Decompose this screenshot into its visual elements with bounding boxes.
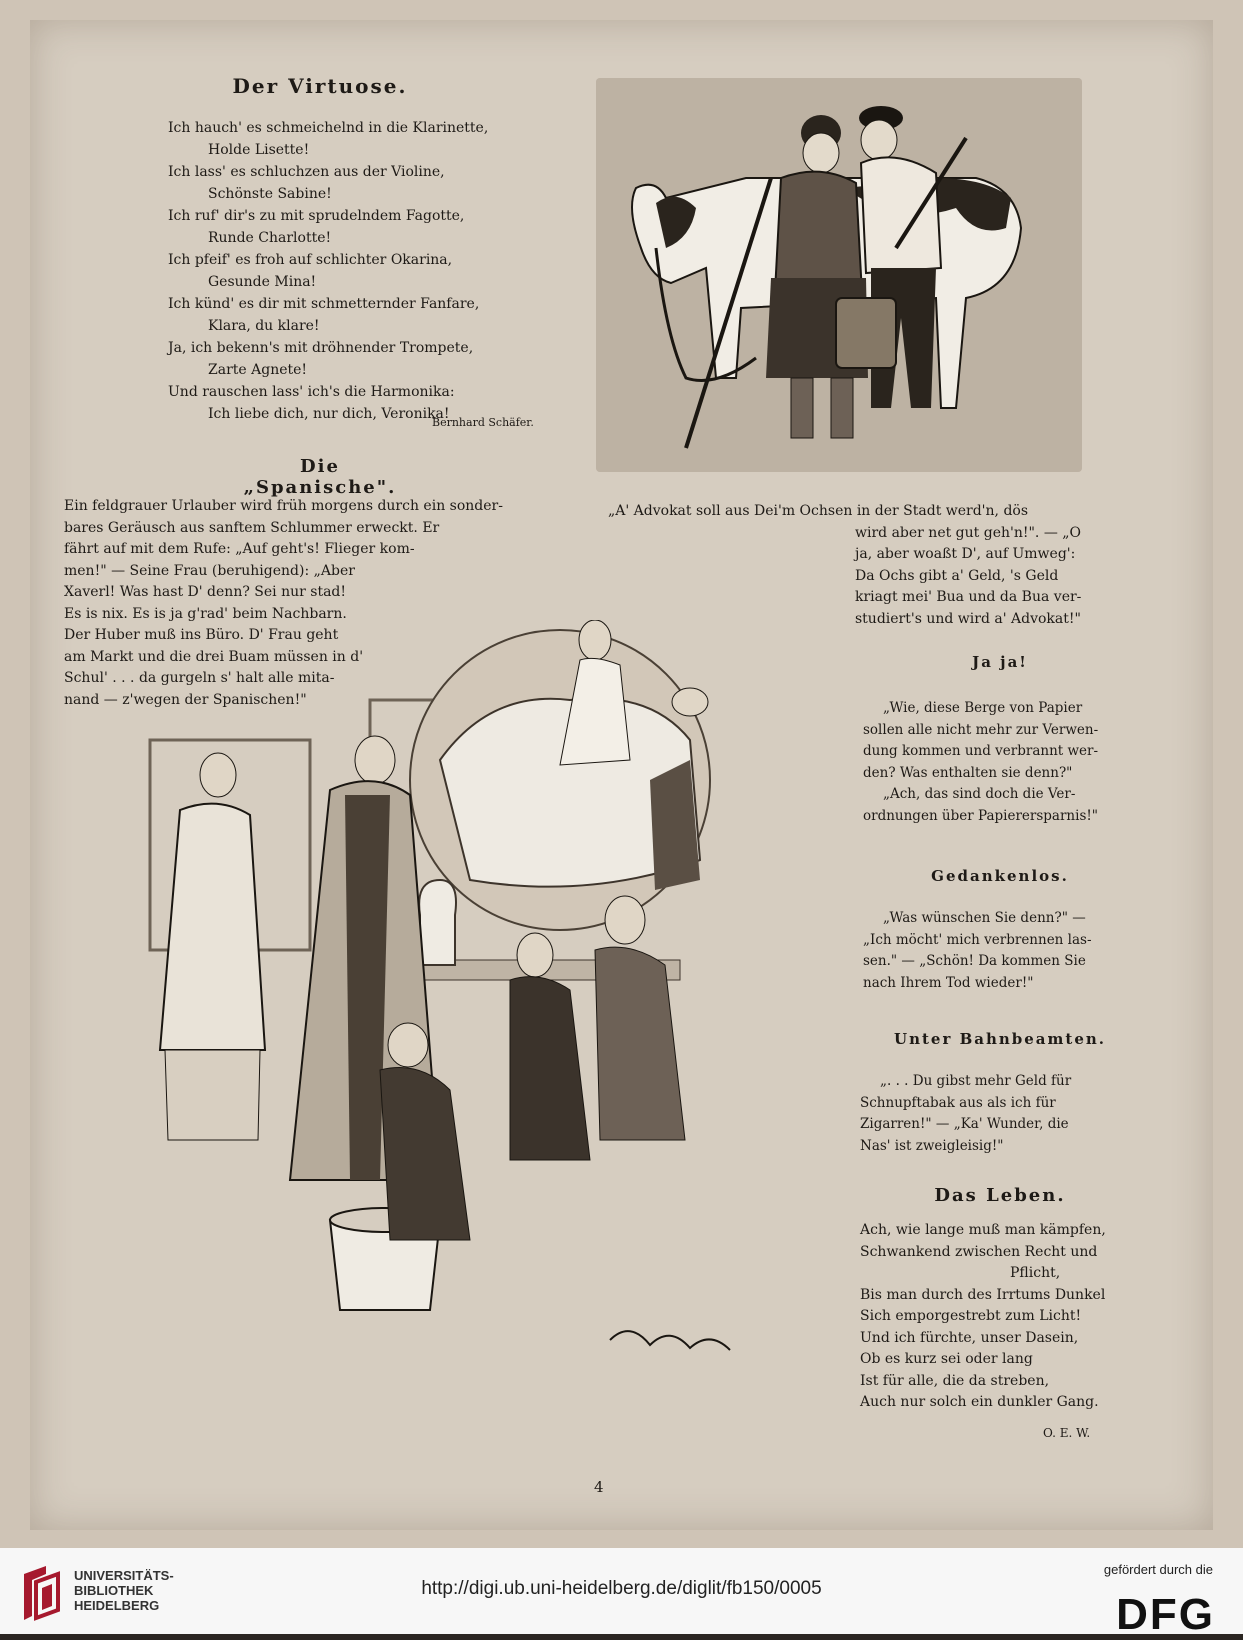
poem1-line: Und rauschen lass' ich's die Harmonika:	[168, 384, 455, 400]
caption_cow-line: Da Ochs gibt a' Geld, 's Geld	[855, 567, 1059, 584]
leben-line: Ob es kurz sei oder lang	[860, 1351, 1033, 1367]
jaja-title: Ja ja!	[972, 653, 1028, 671]
source-url[interactable]: http://digi.ub.uni-heidelberg.de/diglit/fb150/0005	[421, 1578, 822, 1599]
caption_cow-line: ja, aber woaßt D', auf Umweg':	[855, 546, 1076, 562]
poem1-line: Ja, ich bekenn's mit dröhnender Trompete,	[168, 340, 474, 356]
caption_cow-line: kriagt mei' Bua und da Bua ver-	[855, 589, 1082, 605]
poem1-line: Schönste Sabine!	[208, 186, 332, 202]
story1-line: am Markt und die drei Buam müssen in d'	[64, 648, 364, 665]
leben-line: Bis man durch des Irrtums Dunkel	[860, 1286, 1106, 1303]
gargling-illustration	[90, 620, 750, 1410]
poem1-line: Ich hauch' es schmeichelnd in die Klarinette,	[168, 120, 489, 136]
poem1-line: Runde Charlotte!	[208, 230, 332, 246]
poem-author: Bernhard Schäfer.	[432, 416, 534, 429]
story1-line: nand — z'wegen der Spanischen!"	[64, 691, 307, 708]
story1-line: men!" — Seine Frau (beruhigend): „Aber	[64, 562, 355, 579]
story1-line: Es is nix. Es is ja g'rad' beim Nachbarn.	[64, 605, 347, 622]
gedankenlos-line: nach Ihrem Tod wieder!"	[863, 974, 1034, 991]
footer-bar	[0, 1548, 1243, 1639]
poem1-line: Holde Lisette!	[208, 142, 310, 158]
gedankenlos-line: sen." — „Schön! Da kommen Sie	[863, 953, 1086, 969]
poem1-line: Ich künd' es dir mit schmetternder Fanfare,	[168, 296, 480, 312]
story1-line: Der Huber muß ins Büro. D' Frau geht	[64, 627, 339, 643]
leben-author: O. E. W.	[1043, 1426, 1091, 1440]
bahnbeamten-line: Nas' ist zweigleisig!"	[860, 1137, 1004, 1154]
leben-line: Schwankend zwischen Recht und	[860, 1243, 1098, 1260]
leben-line: Sich emporgestrebt zum Licht!	[860, 1308, 1082, 1324]
jaja-line: „Ach, das sind doch die Ver-	[883, 786, 1076, 802]
leben-title: Das Leben.	[934, 1185, 1066, 1206]
jaja-line: den? Was enthalten sie denn?"	[863, 764, 1073, 781]
poem1-line: Ich lass' es schluchzen aus der Violine,	[168, 164, 445, 180]
leben-line: Ist für alle, die da streben,	[860, 1372, 1050, 1389]
story1-line: Xaverl! Was hast D' denn? Sei nur stad!	[64, 584, 347, 600]
story1-line: Schul' . . . da gurgeln s' halt alle mita-	[64, 670, 335, 686]
caption_cow-line: studiert's und wird a' Advokat!"	[855, 610, 1081, 627]
poem1-line: Gesunde Mina!	[208, 274, 317, 290]
story1-line: Ein feldgrauer Urlauber wird früh morgens durch ein sonder-	[64, 498, 503, 514]
poem1-line: Ich ruf' dir's zu mit sprudelndem Fagotte,	[168, 208, 465, 224]
jaja-line: „Wie, diese Berge von Papier	[883, 700, 1083, 716]
dfg-logo: DFG	[1116, 1590, 1215, 1639]
caption_cow-line: wird aber net gut geh'n!". — „O	[855, 524, 1082, 541]
jaja-line: sollen alle nicht mehr zur Verwen-	[863, 721, 1099, 738]
funding-text: gefördert durch die	[1103, 1562, 1213, 1577]
page-number: 4	[594, 1478, 604, 1496]
poem-title: Der Virtuose.	[232, 74, 408, 98]
bahnbeamten-title: Unter Bahnbeamten.	[893, 1030, 1106, 1048]
story-title: Die „Spanische".	[243, 456, 397, 498]
leben-line: Ach, wie lange muß man kämpfen,	[860, 1222, 1106, 1238]
jaja-line: dung kommen und verbrannt wer-	[863, 743, 1099, 759]
gedankenlos-line: „Ich möcht' mich verbrennen las-	[863, 931, 1092, 948]
gedankenlos-line: „Was wünschen Sie denn?" —	[883, 910, 1086, 926]
caption_cow-line: „A' Advokat soll aus Dei'm Ochsen in der Stadt werd'n, dös	[608, 503, 1029, 519]
gedankenlos-title: Gedankenlos.	[931, 867, 1069, 885]
cow-illustration	[596, 78, 1082, 472]
poem1-line: Zarte Agnete!	[208, 362, 308, 378]
leben-line: Und ich fürchte, unser Dasein,	[860, 1329, 1079, 1346]
story1-line: bares Geräusch aus sanftem Schlummer erweckt. Er	[64, 519, 440, 536]
bahnbeamten-line: Schnupftabak aus als ich für	[860, 1094, 1056, 1111]
bahnbeamten-line: „. . . Du gibst mehr Geld für	[880, 1073, 1072, 1089]
leben-line: Auch nur solch ein dunkler Gang.	[860, 1394, 1099, 1410]
story1-line: fährt auf mit dem Rufe: „Auf geht's! Flieger kom-	[64, 541, 415, 557]
poem1-line: Ich pfeif' es froh auf schlichter Okarina,	[168, 252, 453, 268]
poem1-line: Ich liebe dich, nur dich, Veronika!	[208, 406, 450, 422]
leben-line: Pflicht,	[1010, 1265, 1061, 1281]
bahnbeamten-line: Zigarren!" — „Ka' Wunder, die	[860, 1116, 1069, 1132]
jaja-line: ordnungen über Papierersparnis!"	[863, 807, 1099, 824]
library-name: UNIVERSITÄTS- BIBLIOTHEK HEIDELBERG	[74, 1568, 174, 1613]
poem1-line: Klara, du klare!	[208, 318, 320, 334]
